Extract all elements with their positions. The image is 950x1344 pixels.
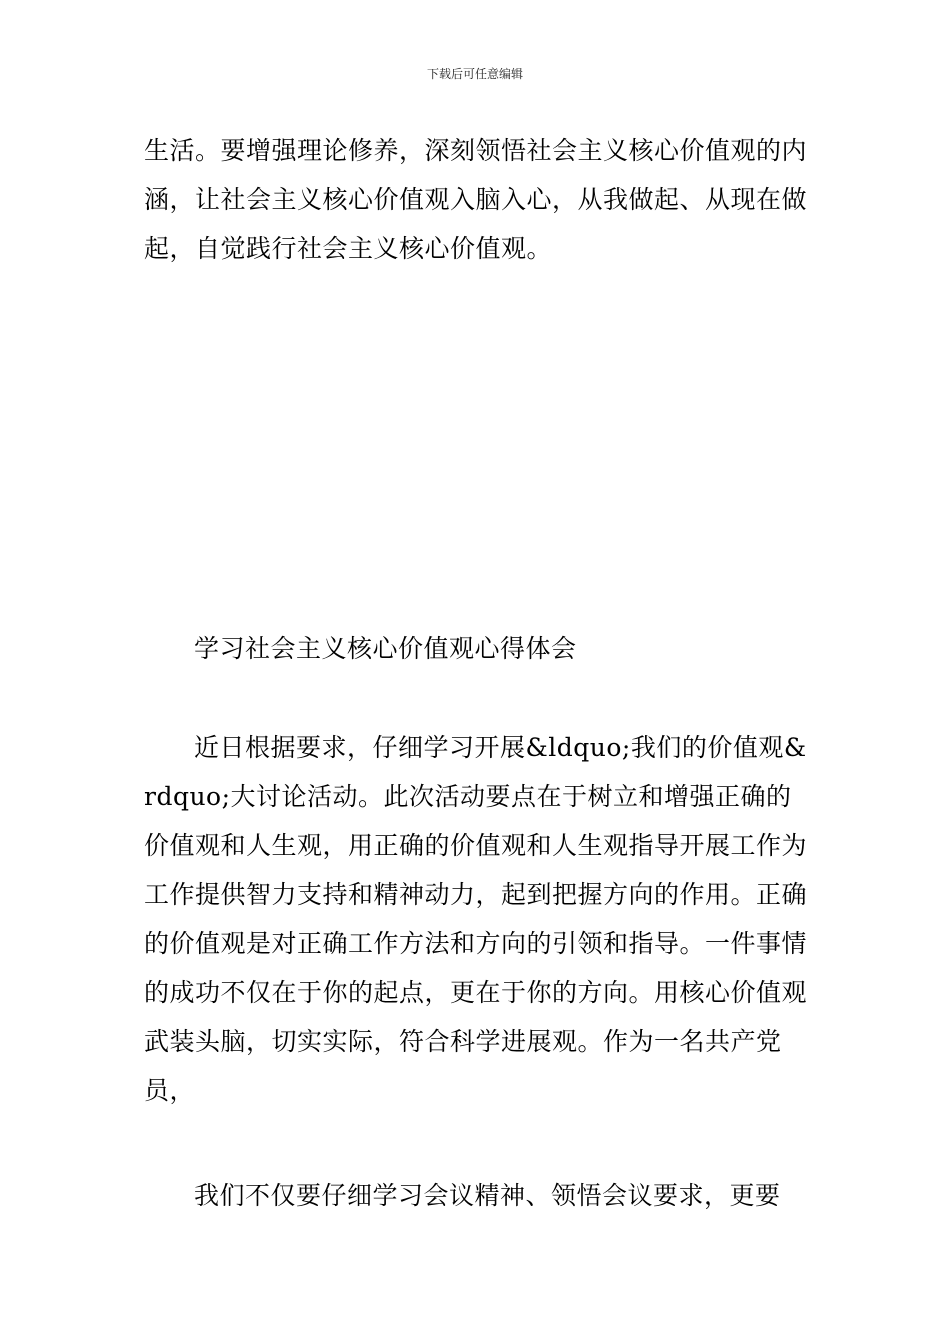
document-title: 学习社会主义核心价值观心得体会 [194, 634, 577, 663]
paragraph-body: 近日根据要求，仔细学习开展&ldquo;我们的价值观&rdquo;大讨论活动。此次活动要点在于树立和增强正确的价值观和人生观，用正确的价值观和人生观指导开展工作为工作提供智力支持和精神动力，起到把握方向的作用。正确的价值观是对正确工作方法和方向的引领和指导。一件事情的成功不仅在于你的起点，更在于你的方向。用核心价值观武装头脑，切实实际，符合科学进展观。作为一名共产党员， [144, 733, 808, 1105]
paragraph-body-next: 我们不仅要仔细学习会议精神、领悟会议要求，更要 [194, 1181, 781, 1210]
paragraph-continuation: 生活。要增强理论修养，深刻领悟社会主义核心价值观的内涵，让社会主义核心价值观入脑入心，从我做起、从现在做起，自觉践行社会主义核心价值观。 [144, 136, 808, 263]
page-header: 下载后可任意编辑 [426, 67, 523, 81]
